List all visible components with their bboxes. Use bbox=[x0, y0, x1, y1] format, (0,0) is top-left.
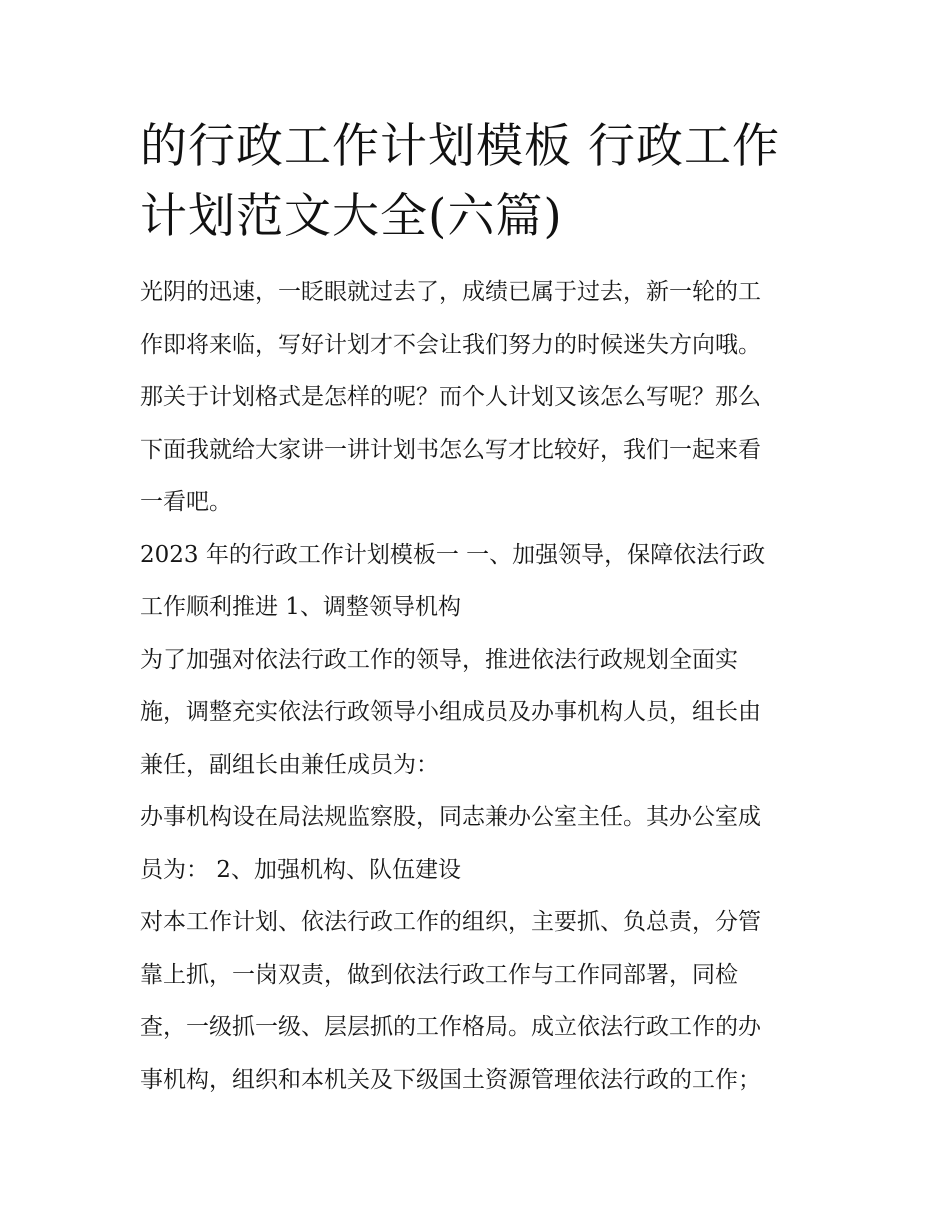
text-line: 那关于计划格式是怎样的呢？而个人计划又该怎么写呢？那么 bbox=[140, 384, 761, 410]
title-line: 计划范文大全(六篇) bbox=[140, 189, 563, 244]
text-line: 为了加强对依法行政工作的领导，推进依法行政规划全面实 bbox=[140, 646, 738, 673]
text-line: 查，一级抓一级、层层抓的工作格局。成立依法行政工作的办 bbox=[140, 1014, 761, 1040]
text-line: 对本工作计划、依法行政工作的组织，主要抓、负总责，分管 bbox=[140, 909, 761, 935]
section-heading-paragraph bbox=[140, 529, 820, 634]
title-line: 的行政工作计划模板 行政工作 bbox=[140, 119, 780, 174]
text-line: 作即将来临，写好计划才不会让我们努力的时候迷失方向哦。 bbox=[140, 331, 761, 358]
document-page bbox=[140, 112, 820, 1106]
leadership-paragraph bbox=[140, 634, 820, 792]
intro-paragraph bbox=[140, 266, 820, 529]
text-line: 事机构，组织和本机关及下级国土资源管理依法行政的工作； bbox=[140, 1066, 761, 1093]
text-line: 靠上抓，一岗双责，做到依法行政工作与工作同部署，同检 bbox=[140, 961, 738, 988]
text-line: 2023 年的行政工作计划模板一 一、加强领导，保障依法行政 bbox=[140, 541, 766, 568]
text-line: 兼任，副组长由兼任成员为： bbox=[140, 751, 439, 778]
organization-paragraph bbox=[140, 896, 820, 1106]
office-paragraph bbox=[140, 791, 820, 896]
text-line: 光阴的迅速，一眨眼就过去了，成绩已属于过去，新一轮的工 bbox=[140, 279, 761, 305]
text-line: 工作顺利推进 1、调整领导机构 bbox=[140, 594, 461, 620]
document-body bbox=[140, 266, 820, 1106]
text-line: 一看吧。 bbox=[140, 489, 232, 515]
text-line: 施，调整充实依法行政领导小组成员及办事机构人员，组长由 bbox=[140, 699, 761, 725]
text-line: 员为： 2、加强机构、队伍建设 bbox=[140, 856, 461, 883]
document-title bbox=[140, 112, 820, 252]
text-line: 下面我就给大家讲一讲计划书怎么写才比较好，我们一起来看 bbox=[140, 436, 761, 463]
text-line: 办事机构设在局法规监察股，同志兼办公室主任。其办公室成 bbox=[140, 804, 761, 830]
